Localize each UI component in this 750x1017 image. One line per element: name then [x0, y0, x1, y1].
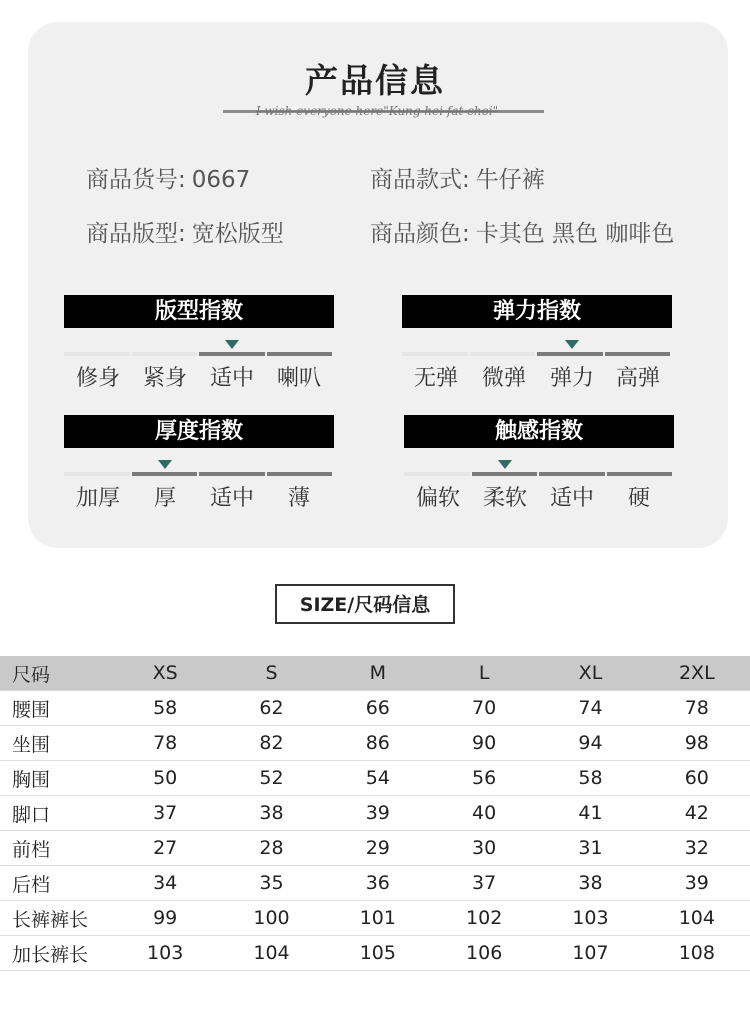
table-cell: 38: [218, 796, 324, 831]
index-title: 触感指数: [404, 415, 674, 448]
field-label: 商品款式:: [370, 167, 470, 193]
table-cell: 60: [644, 761, 750, 796]
table-cell: 50: [112, 761, 218, 796]
index-option: 加厚: [75, 486, 120, 511]
table-cell: 37: [431, 866, 537, 901]
selected-marker-icon: [225, 340, 239, 349]
table-cell: 99: [112, 901, 218, 936]
table-row: [0, 866, 750, 901]
scale-segment: [402, 352, 468, 356]
table-row: [0, 761, 750, 796]
table-cell: 32: [644, 831, 750, 866]
row-label: 脚口: [0, 796, 112, 831]
table-cell: 54: [325, 761, 431, 796]
scale-segment: [64, 352, 130, 356]
index-option: 偏软: [415, 486, 460, 511]
field-label: 商品颜色:: [370, 221, 470, 247]
scale-segment: [132, 352, 198, 356]
table-header-row: [0, 656, 750, 691]
field-colors: [370, 215, 674, 248]
index-option: 微弹: [481, 366, 526, 391]
table-cell: 108: [644, 936, 750, 971]
table-cell: 82: [218, 726, 324, 761]
table-cell: 66: [325, 691, 431, 726]
scale-segment: [267, 472, 333, 476]
table-cell: 106: [431, 936, 537, 971]
row-label: 尺码: [0, 656, 112, 691]
scale-segment: [607, 472, 673, 476]
table-cell: 62: [218, 691, 324, 726]
table-cell: 103: [112, 936, 218, 971]
table-cell: 42: [644, 796, 750, 831]
table-row: [0, 831, 750, 866]
table-cell: M: [325, 656, 431, 691]
index-option: 硬: [627, 486, 650, 511]
table-cell: 40: [431, 796, 537, 831]
index-scale: [404, 472, 674, 476]
table-cell: 52: [218, 761, 324, 796]
field-value: 牛仔裤: [475, 167, 545, 193]
table-cell: 37: [112, 796, 218, 831]
table-cell: 104: [218, 936, 324, 971]
table-cell: 58: [112, 691, 218, 726]
table-cell: 56: [431, 761, 537, 796]
table-cell: 39: [644, 866, 750, 901]
scale-segment: [537, 352, 603, 356]
table-cell: XL: [537, 656, 643, 691]
index-option: 适中: [209, 366, 254, 391]
table-cell: 98: [644, 726, 750, 761]
row-label: 腰围: [0, 691, 112, 726]
index-option: 修身: [75, 366, 120, 391]
table-cell: 90: [431, 726, 537, 761]
scale-segment: [199, 352, 265, 356]
table-cell: 41: [537, 796, 643, 831]
scale-segment: [64, 472, 130, 476]
scale-segment: [605, 352, 671, 356]
table-cell: XS: [112, 656, 218, 691]
table-cell: 102: [431, 901, 537, 936]
index-title: 弹力指数: [402, 295, 672, 328]
field-item-number: [86, 161, 250, 194]
index-scale: [402, 352, 672, 356]
table-row: [0, 796, 750, 831]
table-row: [0, 936, 750, 971]
table-cell: 31: [537, 831, 643, 866]
field-value: 宽松版型: [191, 221, 284, 247]
table-cell: 30: [431, 831, 537, 866]
scale-segment: [132, 472, 198, 476]
scale-segment: [539, 472, 605, 476]
field-value: 0667: [191, 167, 251, 193]
table-cell: 34: [112, 866, 218, 901]
table-cell: 101: [325, 901, 431, 936]
table-row: [0, 691, 750, 726]
index-scale: [64, 352, 334, 356]
selected-marker-icon: [498, 460, 512, 469]
table-cell: 2XL: [644, 656, 750, 691]
table-cell: 105: [325, 936, 431, 971]
row-label: 前档: [0, 831, 112, 866]
table-cell: 29: [325, 831, 431, 866]
row-label: 加长裤长: [0, 936, 112, 971]
table-cell: 70: [431, 691, 537, 726]
selected-marker-icon: [565, 340, 579, 349]
table-cell: 100: [218, 901, 324, 936]
table-cell: 86: [325, 726, 431, 761]
field-fit: [86, 215, 284, 248]
index-option: 适中: [209, 486, 254, 511]
table-cell: L: [431, 656, 537, 691]
index-option: 适中: [549, 486, 594, 511]
table-cell: 39: [325, 796, 431, 831]
index-option: 弹力: [549, 366, 594, 391]
index-option: 高弹: [615, 366, 660, 391]
index-option: 无弹: [413, 366, 458, 391]
index-scale: [64, 472, 334, 476]
table-cell: 27: [112, 831, 218, 866]
table-cell: 107: [537, 936, 643, 971]
row-label: 坐围: [0, 726, 112, 761]
field-value: 卡其色 黑色 咖啡色: [475, 221, 675, 247]
table-cell: 28: [218, 831, 324, 866]
table-cell: 35: [218, 866, 324, 901]
row-label: 后档: [0, 866, 112, 901]
field-label: 商品货号:: [86, 167, 186, 193]
index-option: 紧身: [142, 366, 187, 391]
scale-segment: [404, 472, 470, 476]
row-label: 长裤裤长: [0, 901, 112, 936]
table-cell: 103: [537, 901, 643, 936]
product-info-title: 产品信息: [305, 61, 445, 100]
scale-segment: [472, 472, 538, 476]
table-cell: 78: [644, 691, 750, 726]
index-option: 薄: [287, 486, 310, 511]
table-cell: 74: [537, 691, 643, 726]
scale-segment: [470, 352, 536, 356]
table-cell: S: [218, 656, 324, 691]
table-cell: 78: [112, 726, 218, 761]
table-row: [0, 726, 750, 761]
scale-segment: [199, 472, 265, 476]
selected-marker-icon: [158, 460, 172, 469]
index-option: 厚: [153, 486, 176, 511]
table-cell: 36: [325, 866, 431, 901]
table-cell: 58: [537, 761, 643, 796]
product-info-subtitle: I wish everyone here"Kung hei fat choi": [255, 104, 499, 118]
table-cell: 104: [644, 901, 750, 936]
size-section-title: SIZE/尺码信息: [275, 584, 455, 624]
index-title: 厚度指数: [64, 415, 334, 448]
table-cell: 38: [537, 866, 643, 901]
field-style: [370, 161, 545, 194]
scale-segment: [267, 352, 333, 356]
index-option: 柔软: [482, 486, 527, 511]
size-table: [0, 656, 750, 971]
index-option: 喇叭: [276, 366, 321, 391]
field-label: 商品版型:: [86, 221, 186, 247]
row-label: 胸围: [0, 761, 112, 796]
index-title: 版型指数: [64, 295, 334, 328]
table-row: [0, 901, 750, 936]
table-cell: 94: [537, 726, 643, 761]
